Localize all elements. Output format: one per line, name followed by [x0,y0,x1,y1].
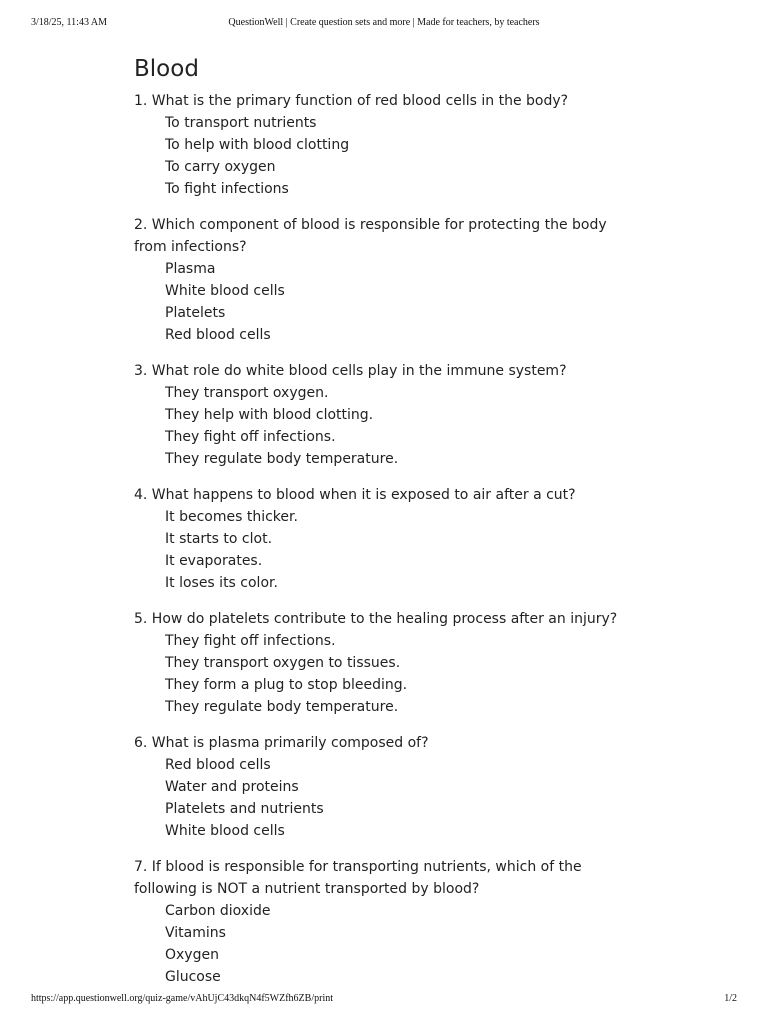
answer-option: It becomes thicker. [165,509,298,525]
question-4 [134,484,634,594]
question-2 [134,214,634,346]
page-number: 1/2 [724,993,737,1004]
print-header [0,17,768,31]
question-7 [134,856,634,988]
answer-options [134,900,634,988]
question-text: 3. What role do white blood cells play in the immune system? [134,363,567,379]
answer-option: White blood cells [165,283,285,299]
answer-option: Oxygen [165,947,219,963]
question-text: 7. If blood is responsible for transporting nutrients, which of the following is NOT a nutrient transported by blood? [134,859,582,897]
answer-option: They help with blood clotting. [165,407,374,423]
question-text: 2. Which component of blood is responsible for protecting the body from infections? [134,217,607,255]
answer-option: They transport oxygen. [165,385,329,401]
document-title: Blood [134,56,199,82]
question-6 [134,732,634,842]
answer-options [134,112,634,200]
answer-option: They fight off infections. [165,633,336,649]
answer-option: Carbon dioxide [165,903,271,919]
question-1 [134,90,634,200]
answer-option: They form a plug to stop bleeding. [165,677,408,693]
answer-option: White blood cells [165,823,285,839]
answer-option: They regulate body temperature. [165,699,399,715]
quiz-document [134,55,634,1002]
answer-option: To fight infections [165,181,289,197]
answer-option: Red blood cells [165,757,271,773]
answer-options [134,258,634,346]
print-url: https://app.questionwell.org/quiz-game/vAhUjC43dkqN4f5WZfh6ZB/print [31,993,333,1004]
answer-option: They regulate body temperature. [165,451,399,467]
print-footer [0,993,768,1007]
answer-option: It starts to clot. [165,531,273,547]
answer-option: To transport nutrients [165,115,317,131]
question-text: 4. What happens to blood when it is exposed to air after a cut? [134,487,576,503]
answer-options [134,754,634,842]
print-page-title: QuestionWell | Create question sets and more | Made for teachers, by teachers [228,17,540,28]
answer-option: Red blood cells [165,327,271,343]
answer-option: Water and proteins [165,779,299,795]
answer-option: Platelets [165,305,226,321]
answer-option: To carry oxygen [165,159,276,175]
print-datetime: 3/18/25, 11:43 AM [31,17,108,28]
question-text: 5. How do platelets contribute to the healing process after an injury? [134,611,618,627]
answer-option: To help with blood clotting [165,137,350,153]
answer-option: Plasma [165,261,216,277]
answer-options [134,630,634,718]
answer-option: They fight off infections. [165,429,336,445]
answer-option: It evaporates. [165,553,263,569]
question-5 [134,608,634,718]
answer-options [134,382,634,470]
question-text: 6. What is plasma primarily composed of? [134,735,429,751]
answer-option: Platelets and nutrients [165,801,324,817]
answer-option: Glucose [165,969,221,985]
question-3 [134,360,634,470]
answer-options [134,506,634,594]
answer-option: It loses its color. [165,575,278,591]
answer-option: Vitamins [165,925,226,941]
answer-option: They transport oxygen to tissues. [165,655,401,671]
question-text: 1. What is the primary function of red blood cells in the body? [134,93,569,109]
